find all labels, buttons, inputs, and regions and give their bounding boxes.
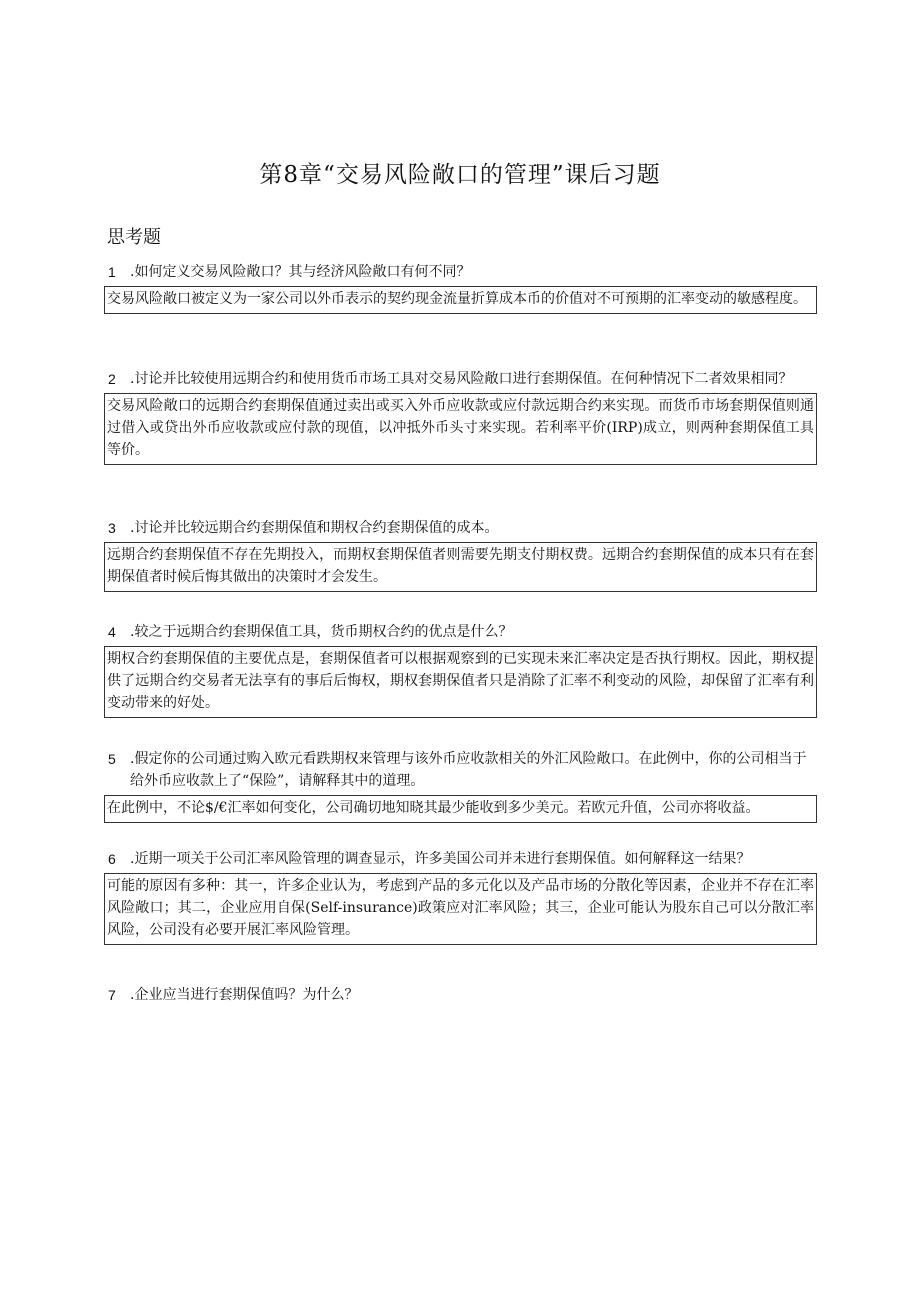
question-text: .近期一项关于公司汇率风险管理的调查显示，许多美国公司并未进行套期保值。如何解释这一结果？ (130, 851, 751, 867)
page-title: 第8章“交易风险敞口的管理”课后习题 (259, 162, 661, 188)
question-text: .企业应当进行套期保值吗？为什么？ (130, 987, 359, 1003)
answer-box: 交易风险敞口的远期合约套期保值通过卖出或买入外币应收款或应付款远期合约来实现。而货币市场套期保值则通过借入或贷出外币应收款或应付款的现值，以冲抵外币头寸来实现。若利率平价(IRP)成立，则两种套期保值工具等价。 (104, 393, 817, 465)
question-block-6 (104, 848, 817, 945)
question (104, 261, 817, 283)
question-block-3 (104, 517, 817, 592)
question-block-1 (104, 261, 817, 314)
question-number: 1 (108, 264, 116, 280)
question-text: .假定你的公司通过购入欧元看跌期权来管理与该外币应收款相关的外汇风险敞口。在此例中，你的公司相当于给外币应收款上了“保险”，请解释其中的道理。 (130, 751, 807, 789)
question-number: 7 (108, 987, 116, 1003)
question-text: .讨论并比较使用远期合约和使用货币市场工具对交易风险敞口进行套期保值。在何种情况下二者效果相同？ (130, 371, 793, 387)
question (104, 517, 817, 539)
answer-box: 交易风险敞口被定义为一家公司以外币表示的契约现金流量折算成本币的价值对不可预期的汇率变动的敏感程度。 (104, 286, 817, 314)
question-number: 3 (108, 520, 116, 536)
answer-box: 在此例中，不论$/€汇率如何变化，公司确切地知晓其最少能收到多少美元。若欧元升值，公司亦将收益。 (104, 795, 817, 823)
section-heading: 思考题 (107, 227, 161, 248)
question (104, 848, 817, 870)
question (104, 748, 817, 792)
question-block-5 (104, 748, 817, 823)
question-text: .如何定义交易风险敞口？其与经济风险敞口有何不同？ (130, 264, 471, 280)
question-number: 2 (108, 371, 116, 387)
question-text: .较之于远期合约套期保值工具，货币期权合约的优点是什么？ (130, 624, 513, 640)
question-block-7 (104, 984, 817, 1006)
question-number: 6 (108, 851, 116, 867)
answer-box: 期权合约套期保值的主要优点是，套期保值者可以根据观察到的已实现未来汇率决定是否执行期权。因此，期权提供了远期合约交易者无法享有的事后后悔权，期权套期保值者只是消除了汇率不利变动的风险，却保留了汇率有利变动带来的好处。 (104, 646, 817, 718)
question-number: 4 (108, 624, 116, 640)
question-block-2 (104, 368, 817, 465)
answer-box: 可能的原因有多种：其一，许多企业认为，考虑到产品的多元化以及产品市场的分散化等因素，企业并不存在汇率风险敞口；其二，企业应用自保(Self-insurance)政策应对汇率风险；其三，企业可能认为股东自己可以分散汇率风险，公司没有必要开展汇率风险管理。 (104, 873, 817, 945)
question (104, 984, 817, 1006)
question-text: .讨论并比较远期合约套期保值和期权合约套期保值的成本。 (130, 520, 499, 536)
answer-box: 远期合约套期保值不存在先期投入，而期权套期保值者则需要先期支付期权费。远期合约套期保值的成本只有在套期保值者时候后悔其做出的决策时才会发生。 (104, 542, 817, 592)
question-number: 5 (108, 751, 116, 767)
question-block-4 (104, 621, 817, 718)
question (104, 621, 817, 643)
question (104, 368, 817, 390)
